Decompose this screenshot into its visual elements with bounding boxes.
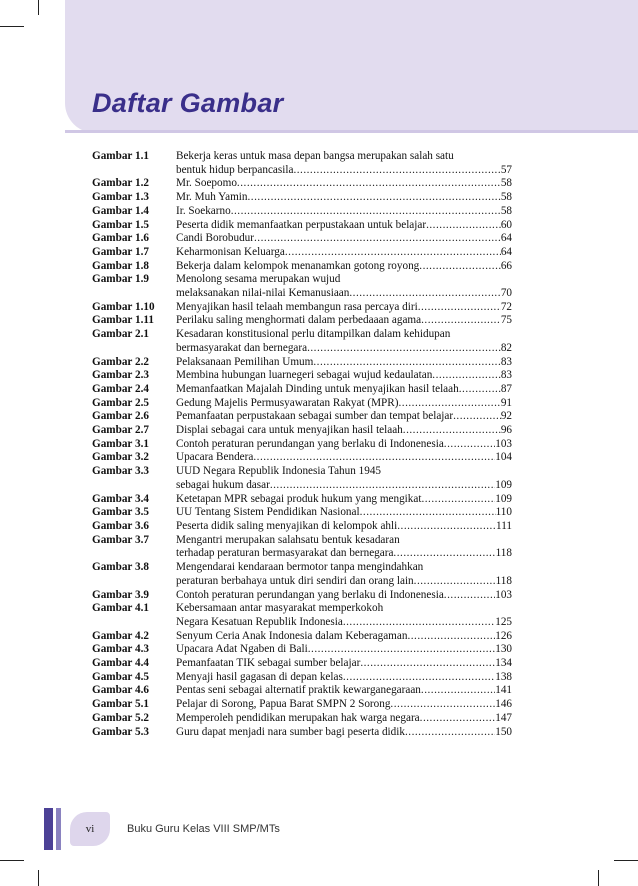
caption-text: Upacara Adat Ngaben di Bali (176, 643, 308, 656)
caption-line (176, 616, 512, 630)
dot-leader (397, 520, 496, 534)
figure-caption (176, 369, 512, 383)
figure-label: Gambar 4.5 (92, 670, 149, 683)
figure-label: Gambar 1.9 (92, 273, 149, 286)
figure-caption (176, 356, 512, 370)
dot-leader (420, 712, 496, 726)
crop-mark (38, 0, 39, 15)
figure-entry (92, 657, 512, 671)
dot-leader (403, 424, 501, 438)
dot-leader (459, 383, 501, 397)
caption-line (176, 534, 512, 548)
caption-text: Memanfaatkan Majalah Dinding untuk menyajikan hasil telaah (176, 382, 459, 395)
book-title: Buku Guru Kelas VIII SMP/MTs (127, 823, 280, 835)
caption-line (176, 451, 512, 465)
caption-text: melaksanakan nilai-nilai Kemanusiaan (176, 287, 350, 300)
figure-entry (92, 191, 512, 205)
caption-text: Guru dapat menjadi nara sumber bagi peserta didik (176, 725, 405, 738)
figure-label: Gambar 3.8 (92, 561, 149, 574)
figure-entry (92, 150, 512, 177)
caption-text: peraturan berbahaya untuk diri sendiri dan orang lain (176, 574, 414, 587)
caption-line (176, 369, 512, 383)
figure-entry (92, 506, 512, 520)
dot-leader (343, 616, 495, 630)
figure-entry (92, 493, 512, 507)
caption-text: Perilaku saling menghormati dalam perbedaaan agama (176, 314, 422, 327)
dot-leader (407, 630, 495, 644)
caption-line (176, 479, 512, 493)
figure-page: 64 (500, 245, 512, 258)
figure-entry (92, 397, 512, 411)
caption-text: Gedung Majelis Permusyawaratan Rakyat (MPR) (176, 396, 399, 409)
caption-text: UU Tentang Sistem Pendidikan Nasional (176, 506, 360, 519)
dot-leader (453, 410, 501, 424)
figure-page: 64 (500, 232, 512, 245)
figure-caption (176, 712, 512, 726)
figure-entry (92, 602, 512, 629)
figure-caption (176, 465, 512, 492)
figure-label: Gambar 1.11 (92, 314, 154, 327)
figure-caption (176, 698, 512, 712)
figure-page: 58 (500, 177, 512, 190)
dot-leader (398, 397, 500, 411)
caption-text: bentuk hidup berpancasila (176, 163, 294, 176)
caption-text: Ketetapan MPR sebagai produk hukum yang mengikat (176, 492, 422, 505)
caption-line (176, 342, 512, 356)
figure-entry (92, 369, 512, 383)
figure-label: Gambar 2.5 (92, 396, 149, 409)
caption-line (176, 575, 512, 589)
caption-text: Peserta didik saling menyajikan di kelompok ahli (176, 519, 398, 532)
caption-text: Memperoleh pendidikan merupakan hak warga negara (176, 711, 420, 724)
caption-text: Bekerja keras untuk masa depan bangsa merupakan salah satu (176, 150, 454, 162)
dot-leader (307, 342, 501, 356)
crop-mark (0, 26, 24, 27)
figure-caption (176, 410, 512, 424)
figure-caption (176, 191, 512, 205)
figure-label: Gambar 5.1 (92, 698, 149, 711)
footer-bar (44, 808, 53, 850)
figure-label: Gambar 4.2 (92, 629, 149, 642)
dot-leader (421, 493, 495, 507)
caption-line (176, 383, 512, 397)
caption-line (176, 314, 512, 328)
figure-page: 58 (500, 204, 512, 217)
caption-line (176, 657, 512, 671)
figure-entry (92, 260, 512, 274)
figure-label: Gambar 1.8 (92, 259, 149, 272)
figure-caption (176, 589, 512, 603)
caption-line (176, 205, 512, 219)
figure-entry (92, 630, 512, 644)
figure-page: 103 (495, 588, 512, 601)
figure-caption (176, 150, 512, 177)
figure-page: 109 (495, 492, 512, 505)
figure-entry (92, 177, 512, 191)
figure-label: Gambar 3.5 (92, 506, 149, 519)
caption-text: Mengantri merupakan salahsatu bentuk kesadaran (176, 533, 400, 546)
figure-label: Gambar 4.3 (92, 643, 149, 656)
figure-caption (176, 273, 512, 300)
caption-text: Contoh peraturan perundangan yang berlaku di Indonenesia (176, 588, 444, 601)
figure-page: 125 (495, 615, 512, 628)
dot-leader (393, 547, 495, 561)
figure-label: Gambar 4.1 (92, 602, 149, 615)
caption-line (176, 164, 512, 178)
caption-line (176, 684, 512, 698)
figure-page: 57 (500, 163, 512, 176)
figure-caption (176, 657, 512, 671)
figure-entry (92, 410, 512, 424)
figure-entry (92, 424, 512, 438)
figure-entry (92, 314, 512, 328)
figure-caption (176, 534, 512, 561)
caption-line (176, 424, 512, 438)
figure-entry (92, 301, 512, 315)
figure-caption (176, 684, 512, 698)
figure-caption (176, 246, 512, 260)
dot-leader (313, 356, 500, 370)
caption-line (176, 630, 512, 644)
figure-page: 147 (495, 711, 512, 724)
crop-mark (0, 860, 24, 861)
dot-leader (231, 205, 501, 219)
figure-label: Gambar 3.3 (92, 465, 149, 478)
caption-line (176, 493, 512, 507)
figure-caption (176, 301, 512, 315)
page-number-badge (70, 812, 110, 846)
caption-text: Pelaksanaan Pemilihan Umum (176, 355, 314, 368)
caption-text: Ir. Soekarno (176, 204, 231, 217)
figure-label: Gambar 5.2 (92, 711, 149, 724)
figure-caption (176, 424, 512, 438)
caption-text: Displai sebagai cara untuk menyajikan hasil telaah (176, 424, 403, 437)
figure-page: 130 (495, 643, 512, 656)
dot-leader (432, 369, 501, 383)
figure-caption (176, 383, 512, 397)
dot-leader (343, 671, 495, 685)
figure-page: 58 (500, 191, 512, 204)
caption-line (176, 191, 512, 205)
figure-caption (176, 260, 512, 274)
figure-page: 70 (500, 287, 512, 300)
figure-page: 118 (495, 574, 512, 587)
caption-text: Peserta didik memanfaatkan perpustakaan untuk belajar (176, 218, 427, 231)
caption-text: Negara Kesatuan Republik Indonesia (176, 615, 343, 628)
figure-label: Gambar 1.6 (92, 232, 149, 245)
figure-page: 66 (500, 259, 512, 272)
figure-label: Gambar 1.2 (92, 177, 149, 190)
figure-page: 72 (500, 300, 512, 313)
caption-line (176, 726, 512, 740)
caption-text: Contoh peraturan perundangan yang berlaku di Indonenesia (176, 437, 444, 450)
figure-entry (92, 465, 512, 492)
figure-page: 83 (500, 355, 512, 368)
figure-page: 104 (495, 451, 512, 464)
dot-leader (285, 246, 501, 260)
figure-caption (176, 438, 512, 452)
figure-caption (176, 177, 512, 191)
figure-page: 60 (500, 218, 512, 231)
caption-line (176, 328, 512, 342)
caption-line (176, 465, 512, 479)
figure-page: 103 (495, 437, 512, 450)
caption-line (176, 273, 512, 287)
caption-line (176, 410, 512, 424)
caption-line (176, 712, 512, 726)
figure-caption (176, 561, 512, 588)
figure-page: 91 (500, 396, 512, 409)
figure-label: Gambar 2.7 (92, 424, 149, 437)
caption-line (176, 232, 512, 246)
dot-leader (414, 575, 496, 589)
caption-line (176, 356, 512, 370)
dot-leader (248, 191, 501, 205)
figure-page: 92 (500, 410, 512, 423)
figure-caption (176, 219, 512, 233)
figure-label: Gambar 1.10 (92, 300, 155, 313)
caption-text: UUD Negara Republik Indonesia Tahun 1945 (176, 465, 382, 478)
figure-entry (92, 534, 512, 561)
caption-line (176, 506, 512, 520)
figure-entry (92, 698, 512, 712)
caption-line (176, 643, 512, 657)
dot-leader (405, 726, 495, 740)
caption-text: Pentas seni sebagai alternatif praktik kewarganegaraan (176, 684, 421, 697)
crop-mark (38, 870, 39, 886)
figure-entry (92, 643, 512, 657)
caption-line (176, 602, 512, 616)
figure-entry (92, 232, 512, 246)
dot-leader (270, 479, 495, 493)
figure-page: 134 (495, 657, 512, 670)
figure-label: Gambar 3.9 (92, 588, 149, 601)
figure-page: 118 (495, 547, 512, 560)
figure-label: Gambar 2.2 (92, 355, 149, 368)
figure-entry (92, 273, 512, 300)
page-number: vi (85, 823, 95, 835)
figure-entry (92, 712, 512, 726)
figure-label: Gambar 4.4 (92, 657, 149, 670)
figure-entry (92, 328, 512, 355)
figure-label: Gambar 2.3 (92, 369, 149, 382)
caption-text: Membina hubungan luarnegeri sebagai wujud kedaulatan (176, 369, 433, 382)
caption-line (176, 260, 512, 274)
figure-list (92, 150, 512, 739)
figure-page: 82 (500, 341, 512, 354)
figure-caption (176, 397, 512, 411)
figure-page: 141 (495, 684, 512, 697)
caption-text: Mr. Soepomo (176, 177, 237, 190)
figure-page: 75 (500, 314, 512, 327)
dot-leader (253, 451, 495, 465)
caption-line (176, 671, 512, 685)
figure-label: Gambar 3.1 (92, 437, 149, 450)
caption-text: Kesadaran konstitusional perlu ditampilkan dalam kehidupan (176, 328, 451, 341)
dot-leader (360, 657, 495, 671)
caption-text: Candi Borobudur (176, 232, 254, 245)
figure-caption (176, 328, 512, 355)
figure-label: Gambar 3.6 (92, 519, 149, 532)
caption-text: Senyum Ceria Anak Indonesia dalam Keberagaman (176, 629, 408, 642)
figure-entry (92, 383, 512, 397)
figure-page: 83 (500, 369, 512, 382)
figure-label: Gambar 5.3 (92, 725, 149, 738)
figure-page: 126 (495, 629, 512, 642)
caption-line (176, 287, 512, 301)
figure-caption (176, 671, 512, 685)
figure-label: Gambar 1.5 (92, 218, 149, 231)
figure-page: 87 (500, 382, 512, 395)
figure-label: Gambar 1.3 (92, 191, 149, 204)
figure-label: Gambar 1.1 (92, 150, 149, 162)
caption-text: Upacara Bendera (176, 451, 254, 464)
dot-leader (418, 301, 501, 315)
caption-line (176, 547, 512, 561)
footer-bar-accent (56, 808, 61, 850)
crop-mark (614, 860, 638, 861)
figure-caption (176, 726, 512, 740)
figure-page: 96 (500, 424, 512, 437)
figure-entry (92, 219, 512, 233)
caption-text: Menyaji hasil gagasan di depan kelas (176, 670, 343, 683)
caption-text: sebagai hukum dasar (176, 478, 270, 491)
figure-entry (92, 589, 512, 603)
caption-line (176, 397, 512, 411)
dot-leader (444, 438, 495, 452)
caption-text: Pemanfaatan perpustakaan sebagai sumber dan tempat belajar (176, 410, 454, 423)
figure-entry (92, 684, 512, 698)
figure-page: 110 (495, 506, 512, 519)
dot-leader (308, 643, 496, 657)
figure-label: Gambar 3.4 (92, 492, 149, 505)
dot-leader (293, 164, 500, 178)
caption-line (176, 589, 512, 603)
caption-text: Mr. Muh Yamin (176, 191, 248, 204)
figure-entry (92, 726, 512, 740)
figure-page: 138 (495, 670, 512, 683)
figure-label: Gambar 1.4 (92, 204, 149, 217)
dot-leader (421, 314, 501, 328)
figure-entry (92, 520, 512, 534)
figure-label: Gambar 1.7 (92, 245, 149, 258)
figure-page: 109 (495, 478, 512, 491)
figure-entry (92, 246, 512, 260)
figure-caption (176, 205, 512, 219)
dot-leader (390, 698, 495, 712)
caption-line (176, 438, 512, 452)
caption-line (176, 301, 512, 315)
figure-page: 146 (495, 698, 512, 711)
caption-text: Menolong sesama merupakan wujud (176, 273, 341, 286)
figure-label: Gambar 2.4 (92, 382, 149, 395)
figure-entry (92, 451, 512, 465)
dot-leader (421, 684, 495, 698)
caption-line (176, 246, 512, 260)
figure-label: Gambar 2.6 (92, 410, 149, 423)
caption-text: Keharmonisan Keluarga (176, 245, 285, 258)
dot-leader (426, 219, 501, 233)
caption-text: bermasyarakat dan bernegara (176, 341, 308, 354)
figure-label: Gambar 3.7 (92, 533, 149, 546)
caption-text: terhadap peraturan bermasyarakat dan bernegara (176, 547, 394, 560)
caption-line (176, 177, 512, 191)
figure-caption (176, 520, 512, 534)
figure-label: Gambar 2.1 (92, 328, 149, 341)
dot-leader (360, 506, 496, 520)
dot-leader (444, 589, 495, 603)
figure-page: 150 (495, 725, 512, 738)
caption-text: Menyajikan hasil telaah membangun rasa percaya diri (176, 300, 418, 313)
figure-entry (92, 561, 512, 588)
figure-entry (92, 671, 512, 685)
page-title: Daftar Gambar (92, 88, 284, 118)
caption-line (176, 150, 512, 164)
dot-leader (254, 232, 501, 246)
figure-label: Gambar 3.2 (92, 451, 149, 464)
caption-text: Pemanfaatan TIK sebagai sumber belajar (176, 657, 361, 670)
figure-caption (176, 493, 512, 507)
dot-leader (419, 260, 501, 274)
dot-leader (349, 287, 500, 301)
figure-caption (176, 643, 512, 657)
figure-caption (176, 314, 512, 328)
figure-caption (176, 630, 512, 644)
figure-page: 111 (496, 519, 512, 532)
caption-text: Pelajar di Sorong, Papua Barat SMPN 2 Sorong (176, 698, 391, 711)
figure-label: Gambar 4.6 (92, 684, 149, 697)
caption-text: Kebersamaan antar masyarakat memperkokoh (176, 602, 384, 615)
figure-entry (92, 356, 512, 370)
caption-text: Bekerja dalam kelompok menanamkan gotong royong (176, 259, 420, 272)
caption-line (176, 561, 512, 575)
crop-mark (598, 870, 599, 886)
caption-text: Mengendarai kendaraan bermotor tanpa mengindahkan (176, 561, 424, 574)
figure-caption (176, 232, 512, 246)
figure-caption (176, 451, 512, 465)
caption-line (176, 698, 512, 712)
figure-caption (176, 602, 512, 629)
figure-entry (92, 438, 512, 452)
caption-line (176, 520, 512, 534)
figure-entry (92, 205, 512, 219)
caption-line (176, 219, 512, 233)
figure-caption (176, 506, 512, 520)
dot-leader (237, 177, 501, 191)
